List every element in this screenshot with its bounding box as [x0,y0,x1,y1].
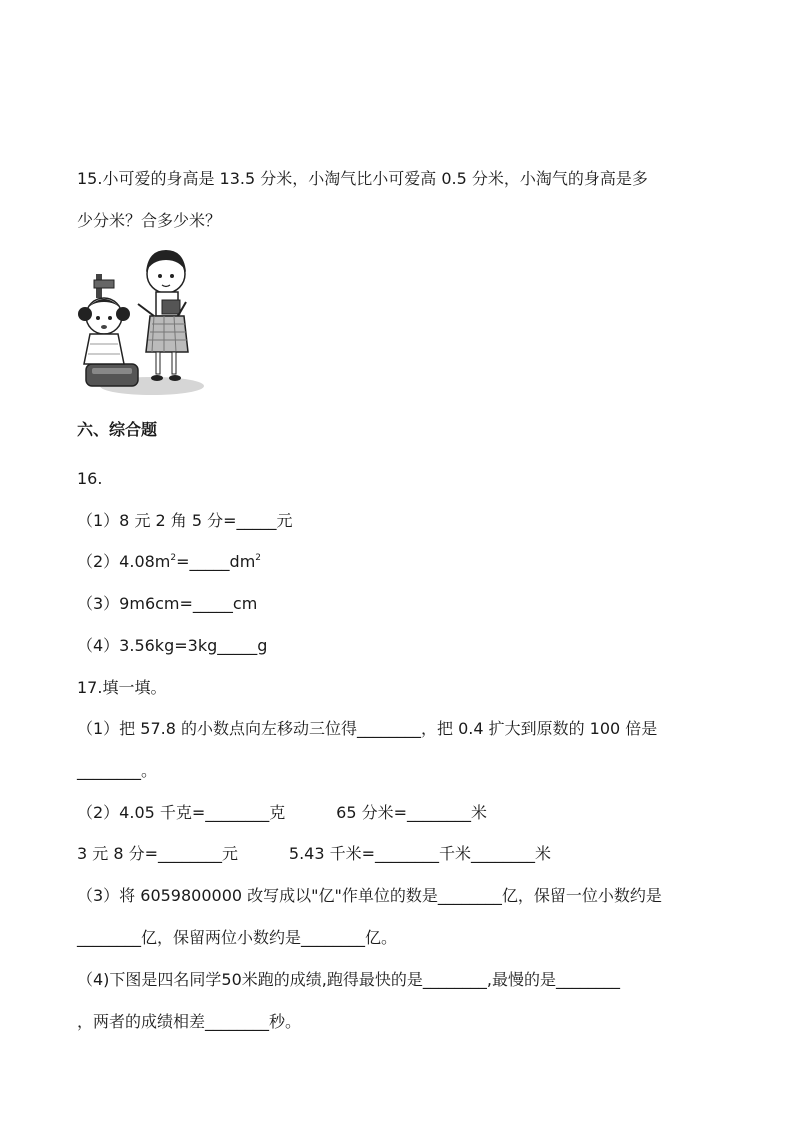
q16-part2 [77,551,261,573]
section-heading: 六、综合题 [77,420,158,439]
q17-part3-line2: ________亿，保留两位小数约是________亿。 [77,928,398,947]
height-measuring-illustration [76,244,204,400]
q17-part3-line1: （3）将 6059800000 改写成以"亿"作单位的数是________亿，保留一位小数约是 [77,886,662,905]
q16-part2-sup1: 2 [170,553,177,563]
q16-part1: （1）8 元 2 角 5 分=_____元 [77,511,293,530]
q16-part2-mid: =_____dm [176,552,256,571]
q17-part4-line2: ，两者的成绩相差________秒。 [77,1012,302,1031]
q16-number: 16. [77,469,103,488]
q17-title: 17.填一填。 [77,678,167,697]
q16-part2-sup2: 2 [255,553,262,563]
q17-part1-line2: ________。 [77,761,158,780]
q16-part2-main: （2）4.08m [77,552,171,571]
q17-part1-line1: （1）把 57.8 的小数点向左移动三位得________，把 0.4 扩大到原数的 100 倍是 [77,719,658,738]
q15-line2: 少分米？合多少米？ [77,211,222,230]
q15-line1: 15.小可爱的身高是 13.5 分米，小淘气比小可爱高 0.5 分米，小淘气的身高是多 [77,169,648,188]
q17-part4-line1: （4)下图是四名同学50米跑的成绩,跑得最快的是________,最慢的是________ [77,970,620,989]
q16-part4: （4）3.56kg=3kg_____g [77,636,268,655]
q17-part2-line1: （2）4.05 千克=________克 65 分米=________米 [77,803,488,822]
q17-part2-line2: 3 元 8 分=________元 5.43 千米=________千米________米 [77,844,552,863]
q16-part3: （3）9m6cm=_____cm [77,594,258,613]
